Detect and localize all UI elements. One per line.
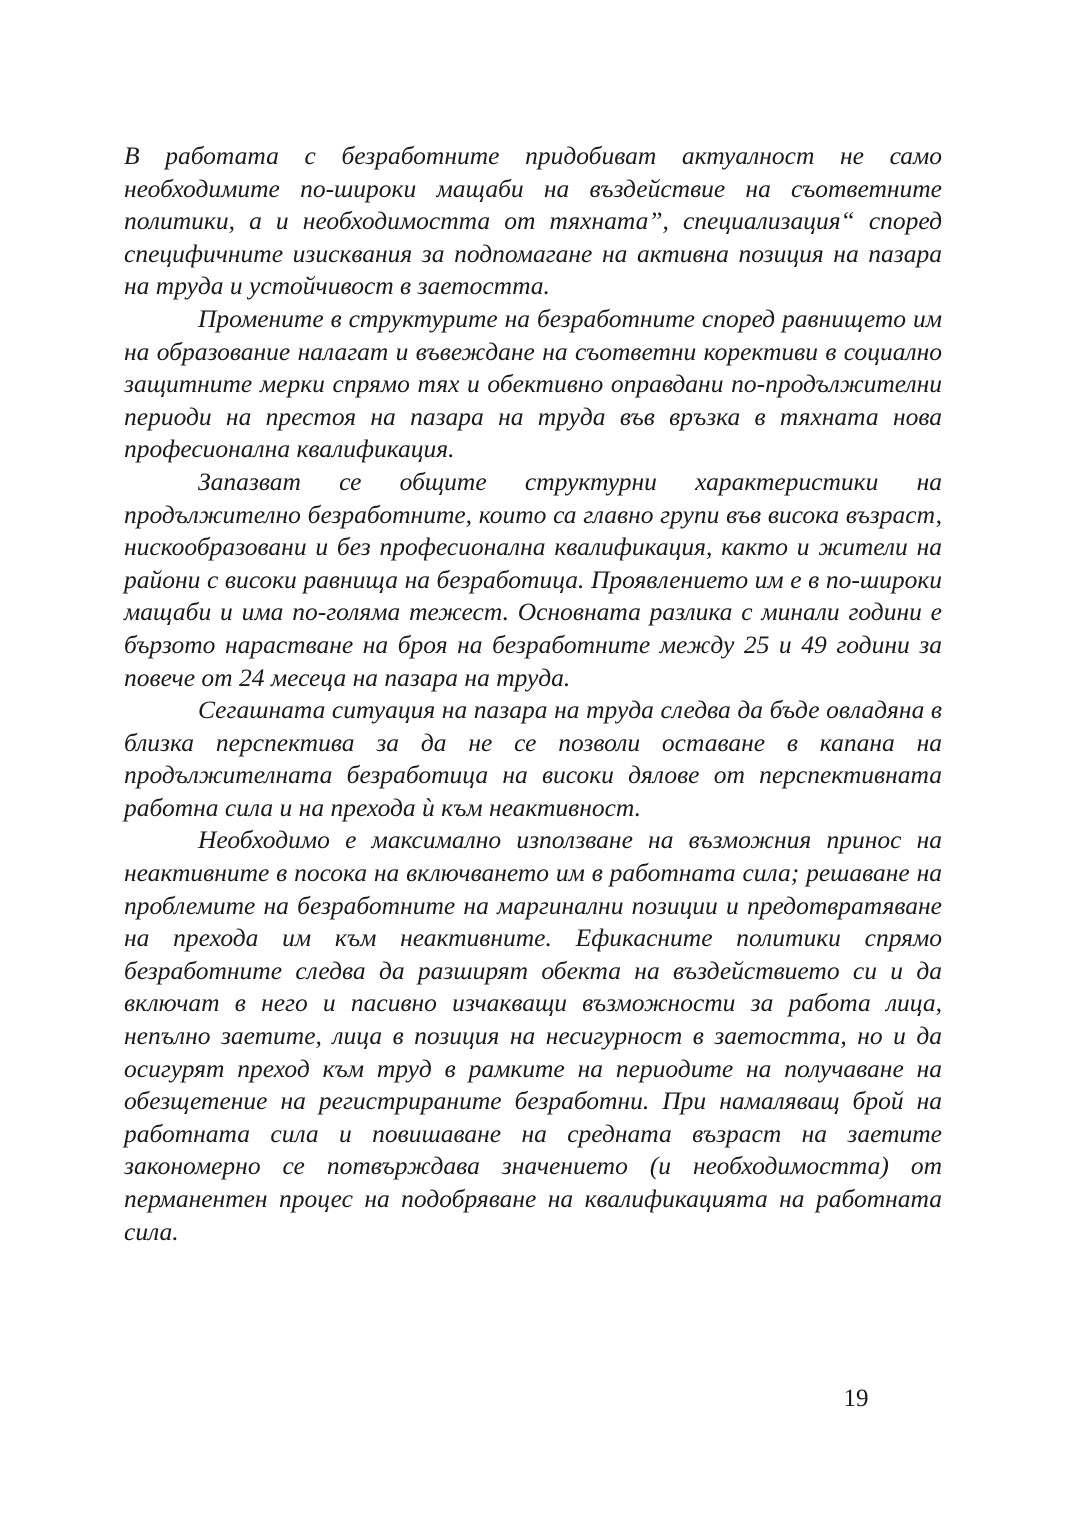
paragraph-5: Необходимо е максимално използване на възможния принос на неактивните в посока на включването им в работната сила; решаване на проблемите на безработните на маргинални позиции и предотвратяване на прехода им към неактивните. Ефикасните политики спрямо безработните следва да разширят обекта на въздействието си и да включат в него и пасивно изчакващи възможности за работа лица, непълно заетите, лица в позиция на несигурност в заетостта, но и да осигурят преход към труд в рамките на периодите на получаване на обезщетение на регистрираните безработни. При намаляващ брой на работната сила и повишаване на средната възраст на заетите закономерно се потвърждава значението (и необходимостта) от перманентен процес на подобряване на квалификацията на работната сила. [124,825,942,1246]
page-number: 19 [843,1385,869,1412]
paragraph-3: Запазват се общите структурни характеристики на продължително безработните, които са главно групи във висока възраст, нискообразовани и без професионална квалификация, както и жители на райони с високи равнища на безработица. Проявлението им е в по-широки мащаби и има по-голяма тежест. Основната разлика с минали години е бързото нарастване на броя на безработните между 25 и 49 години за повече от 24 месеца на пазара на труда. [124,466,942,692]
body-text [124,140,942,1248]
paragraph-4: Сегашната ситуация на пазара на труда следва да бъде овладяна в близка перспектива за да не се позволи оставане в капана на продължителната безработица на високи дялове от перспективната работна сила и на прехода ѝ към неактивност. [124,695,942,822]
paragraph-1: В работата с безработните придобиват актуалност не само необходимите по-широки мащаби на въздействие на съответните политики, а и необходимостта от тяхната”, специализация“ според специфичните изисквания за подпомагане на активна позиция на пазара на труда и устойчивост в заетостта. [124,141,942,301]
paragraph-2: Промените в структурите на безработните според равнището им на образование налагат и въвеждане на съответни корективи в социално защитните мерки спрямо тях и обективно оправдани по-продължителни периоди на престоя на пазара на труда във връзка в тяхната нова професионална квалификация. [124,303,942,464]
